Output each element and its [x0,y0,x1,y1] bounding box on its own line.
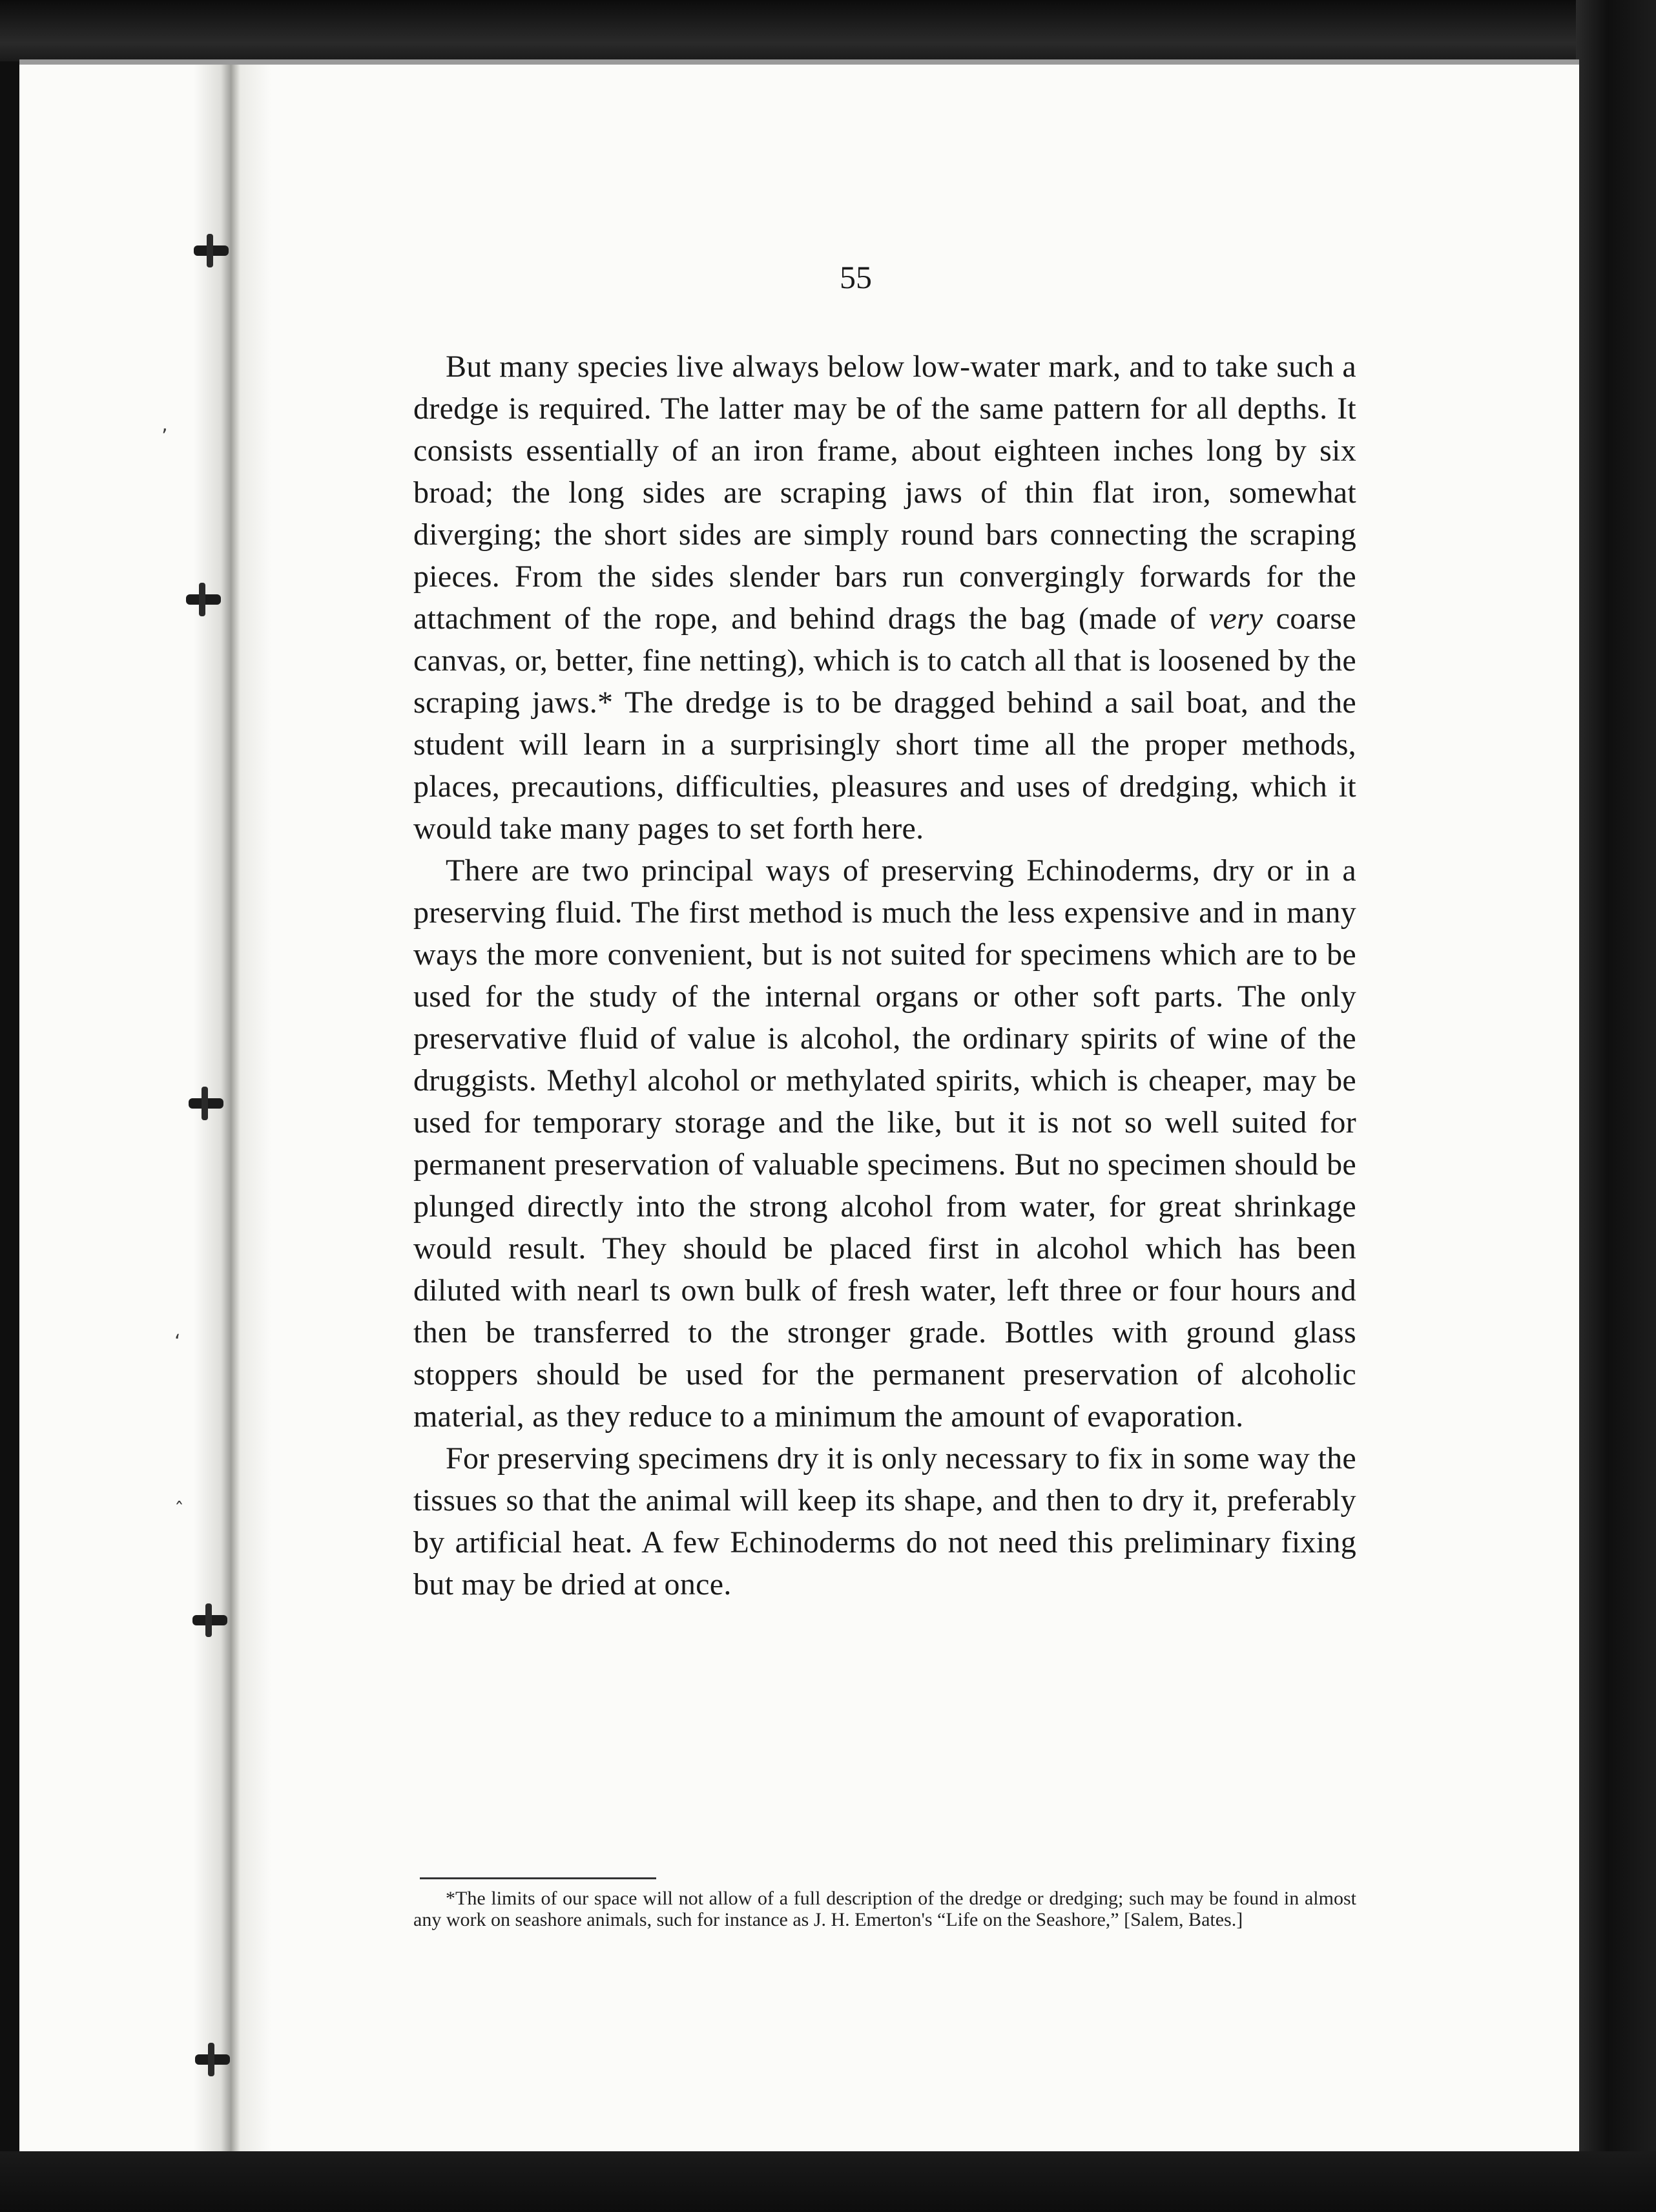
paragraph-preserving-methods: There are two principal ways of preserving Echinoderms, dry or in a preserving fluid. The first method is much the less expensive and in many ways the more convenient, but is not suited for specimens which are to be used for the study of the internal organs or other soft parts. The only preservative fluid of value is alcohol, the ordinary spirits of wine of the druggists. Methyl alcohol or methylated spirits, which is cheaper, may be used for temporary storage and the like, but it is not so well suited for permanent preservation of valuable specimens. But no specimen should be plunged directly into the strong alcohol from water, for great shrinkage would result. They should be placed first in alcohol which has been diluted with nearl ts own bulk of fresh water, left three or four hours and then be transferred to the stronger grade. Bottles with ground glass stoppers should be used for the permanent preservation of alcoholic material, as they reduce to a minimum the amount of evaporation. [413,853,1356,1434]
margin-speck-3: ˆ [174,1499,184,1521]
frame-right-edge [1576,0,1656,2212]
paragraph-dredging-part-2: coarse canvas, or, better, fine netting), which is to catch all that is loosened by the scraping jaws.* The dredge is to be dragged behind a sail boat, and the student will learn in a surprisingly short time all the proper methods, places, precautions, difficulties, pleasures and uses of dredging, which it would take many pages to set forth here. [413,601,1356,846]
italic-word-very: very [1208,601,1263,636]
paragraph-dredging-part-1: But many species live always below low-water mark, and to take such a dredge is required. The latter may be of the same pattern for all depths. It consists essentially of an iron frame, about eighteen inches long by six broad; the long sides are scraping jaws of thin flat iron, somewhat diverging; the short sides are simply round bars connecting the scraping pieces. From the sides slender bars run convergingly forwards for the attachment of the rope, and behind drags the bag (made of [413,350,1356,636]
paragraph-drying-specimens: For preserving specimens dry it is only necessary to fix in some way the tissues so that the animal will keep its shape, and then to dry it, preferably by artificial heat. A few Echinoderms do not need this preliminary fixing but may be dried at once. [413,1441,1356,1602]
binding-stitch-4 [192,1615,227,1625]
body-text [413,346,1356,1605]
margin-speck-1: ‚ [161,413,168,436]
footnote-divider [420,1877,656,1879]
page-number: 55 [840,259,872,295]
margin-speck-2: ‘ [174,1331,181,1353]
frame-top-edge [0,0,1656,61]
binding-stitch-2 [186,594,221,605]
paragraph-dredging [413,346,1356,850]
binding-stitch-1 [194,245,229,256]
frame-bottom-edge [0,2151,1656,2212]
footnote: *The limits of our space will not allow of a full description of the dredge or dredging; such may be found in almost any work on seashore animals, such for instance as J. H. Emerton's “Life on the Seashore,” [Salem, Bates.] [413,1888,1356,1930]
binding-stitch-3 [189,1098,223,1109]
binding-stitch-5 [195,2054,230,2065]
